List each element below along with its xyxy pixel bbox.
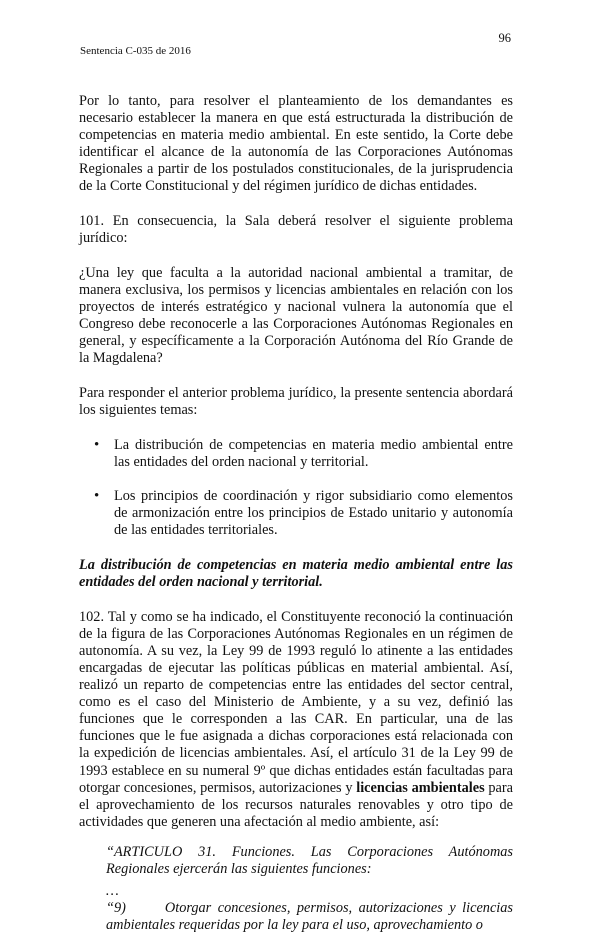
list-item: • La distribución de competencias en materia medio ambiental entre las entidades del orden nacional y territorial. <box>79 437 513 471</box>
legal-quote <box>106 844 517 933</box>
paragraph-102-text-end: para el aprovechamiento de los recursos naturales renovables y otro tipo de actividades que generen una afectación al medio ambiente, así: <box>79 779 513 830</box>
paragraph-topics: Para responder el anterior problema jurídico, la presente sentencia abordará los siguientes temas: <box>79 384 513 418</box>
paragraph-102 <box>79 609 513 831</box>
bold-term: licencias ambientales <box>356 779 485 796</box>
paragraph-intro: Por lo tanto, para resolver el planteamiento de los demandantes es necesario establecer la manera en que está estructurada la distribución de competencias en materia medio ambiental. En este sentido, la Corte debe identificar el alcance de la autonomía de las Corporaciones Autónomas Regionales a partir de los postulados constitucionales, de la jurisprudencia de la Corte Constitucional y del régimen jurídico de dichas entidades. <box>79 93 513 195</box>
quote-article-title: “ARTICULO 31. Funciones. Las Corporaciones Autónomas Regionales ejercerán las siguientes funciones: <box>106 844 513 878</box>
topics-list <box>79 437 513 540</box>
paragraph-102-text: 102. Tal y como se ha indicado, el Constituyente reconoció la continuación de la figura de las Corporaciones Autónomas Regionales en un régimen de autonomía. A su vez, la Ley 99 de 1993 reguló lo atinente a las entidades encargadas de ejecutar las políticas públicas en material ambiental. Así, realizó un reparto de competencias entre las entidades del sector central, como es el caso del Ministerio de Ambiente, y a su vez, definió las funciones que le corresponden a las CAR. En particular, una de las funciones que le fue asignada a dichas corporaciones está relacionada con la expedición de licencias ambientales. Así, el artículo 31 de la Ley 99 de 1993 establece en su numeral 9º que dichas entidades están facultadas para otorgar concesiones, permisos, autorizaciones y <box>79 608 513 796</box>
page-number: 96 <box>498 31 511 45</box>
section-heading: La distribución de competencias en materia medio ambiental entre las entidades del orden nacional y territorial. <box>79 556 513 591</box>
running-title: Sentencia C-035 de 2016 <box>80 45 191 57</box>
list-item: • Los principios de coordinación y rigor subsidiario como elementos de armonización entre los principios de Estado unitario y autonomía de las entidades territoriales. <box>79 488 513 539</box>
legal-question: ¿Una ley que faculta a la autoridad nacional ambiental a tramitar, de manera exclusiva, los permisos y licencias ambientales en relación con los proyectos de interés estratégico y nacional vulnera la autonomía que el Congreso debe reconocerle a las Corporaciones Autónomas Regionales en general, y específicamente a la Corporación Autónoma del Río Grande de la Magdalena? <box>79 264 513 367</box>
quote-item-9: “9) Otorgar concesiones, permisos, autorizaciones y licencias ambientales requeridas por la ley para el uso, aprovechamiento o <box>106 899 517 933</box>
document-body <box>79 93 517 934</box>
paragraph-101: 101. En consecuencia, la Sala deberá resolver el siguiente problema jurídico: <box>79 213 513 247</box>
quote-ellipsis: … <box>106 882 120 899</box>
